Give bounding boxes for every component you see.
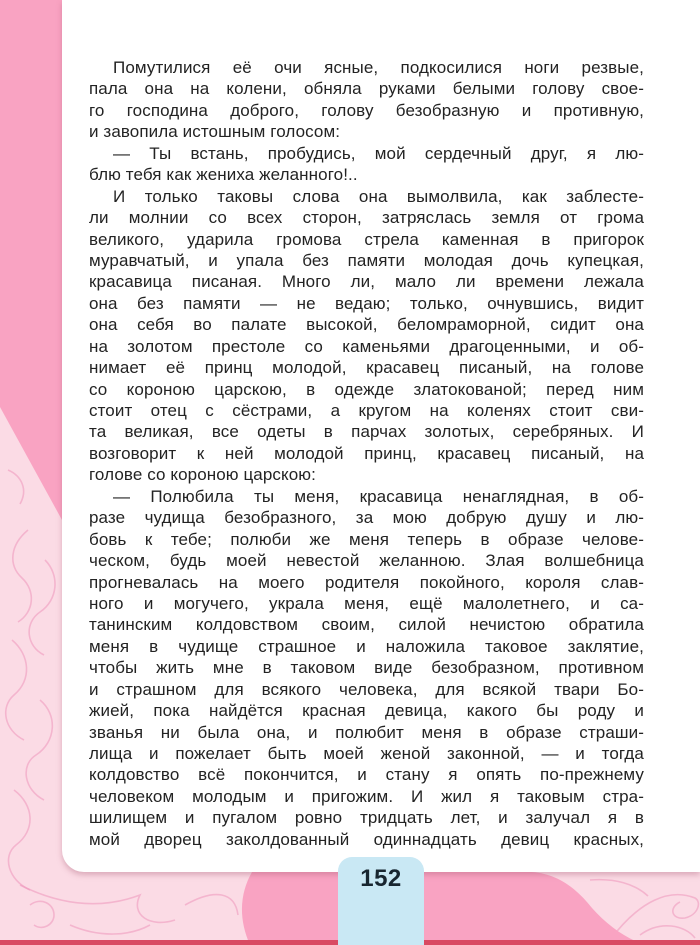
text-line: ли молнии со всех сторон, затряслась земля от грома bbox=[89, 208, 644, 228]
text-line: ного и могучего, украла меня, ещё малолетнего, и са- bbox=[89, 593, 644, 613]
text-line: разе чудища безобразного, за мою добрую душу и лю- bbox=[89, 508, 644, 528]
text-line: Помутилися её очи ясные, подкосилися ноги резвые, bbox=[113, 58, 644, 77]
text-line: шилищем и пугалом ровно тридцать лет, и залучал я в bbox=[89, 808, 644, 828]
text-line: бовь к тебе; полюби же меня теперь в образе челове- bbox=[89, 529, 644, 549]
text-line: пала она на колени, обняла руками белыми голову свое- bbox=[89, 79, 644, 99]
pink-footer-blob bbox=[242, 872, 645, 945]
page-surface bbox=[62, 0, 700, 872]
text-line: голове со короною царскою: bbox=[89, 465, 316, 485]
text-block bbox=[89, 57, 644, 850]
text-line: меня в чудище страшное и наложила таковое заклятие, bbox=[89, 636, 644, 656]
text-line: И только таковы слова она вымолвила, как заблесте- bbox=[113, 186, 644, 206]
page-number-badge bbox=[338, 857, 424, 945]
text-line: чтобы жить мне в таковом виде безобразном, противном bbox=[89, 658, 644, 678]
text-line: и страшном для всякого человека, для всякой твари Бо- bbox=[89, 679, 644, 699]
text-line: стоит отец с сёстрами, а кругом на коленях стоит сви- bbox=[89, 401, 644, 420]
text-line: жией, пока найдётся красная девица, какого бы роду и bbox=[89, 701, 644, 721]
text-line: колдовство всё покончится, и стану я опять по-прежнему bbox=[89, 765, 644, 785]
text-line: лища и пожелает быть моей женой законной, — и тогда bbox=[89, 744, 644, 763]
text-line: она себя во палате высокой, беломраморной, сидит она bbox=[89, 315, 644, 335]
text-line: прогневалась на моего родителя покойного, короля слав- bbox=[89, 572, 644, 592]
text-line: го господина доброго, голову безобразную и противную, bbox=[89, 100, 644, 120]
text-line: великого, ударила громова стрела каменная в пригорок bbox=[89, 229, 644, 249]
text-line: та великая, все одеты в парчах золотых, серебряных. И bbox=[89, 422, 644, 442]
text-line: блю тебя как жениха желанного!.. bbox=[89, 165, 358, 185]
text-line: со короною царскою, в одежде златокованой; перед ним bbox=[89, 379, 644, 399]
text-line: и завопила истошным голосом: bbox=[89, 122, 341, 142]
page-number: 152 bbox=[360, 865, 402, 892]
text-line: ческом, будь моей невестой желанною. Злая волшебница bbox=[89, 551, 644, 571]
text-line: красавица писаная. Много ли, мало ли времени лежала bbox=[89, 272, 644, 292]
text-line: мой дворец заколдованный одиннадцать девиц красных, bbox=[89, 829, 644, 849]
text-line: нимает её принц молодой, красавец писаный, на голове bbox=[89, 358, 644, 378]
text-line: она без памяти — не ведаю; только, очнувшись, видит bbox=[89, 293, 644, 313]
text-line: муравчатый, и упала без памяти молодая дочь купецкая, bbox=[89, 250, 644, 270]
text-line: — Полюбила ты меня, красавица ненаглядная, в об- bbox=[113, 486, 644, 506]
text-line: человеком молодым и пригожим. И жил я таковым стра- bbox=[89, 786, 644, 806]
floral-swirl-ornament-left bbox=[6, 470, 55, 927]
text-line: званья ни была она, и полюбит меня в образе страши- bbox=[89, 722, 644, 742]
text-line: на золотом престоле со каменьями драгоценными, и об- bbox=[89, 336, 644, 356]
text-line: возговорит к ней молодой принц, красавец писаный, на bbox=[89, 443, 644, 463]
text-line: — Ты встань, пробудись, мой сердечный друг, я лю- bbox=[113, 143, 644, 163]
pink-margin-strip bbox=[0, 0, 62, 520]
text-line: танинским колдовством своим, силой нечистою обратила bbox=[89, 615, 644, 635]
